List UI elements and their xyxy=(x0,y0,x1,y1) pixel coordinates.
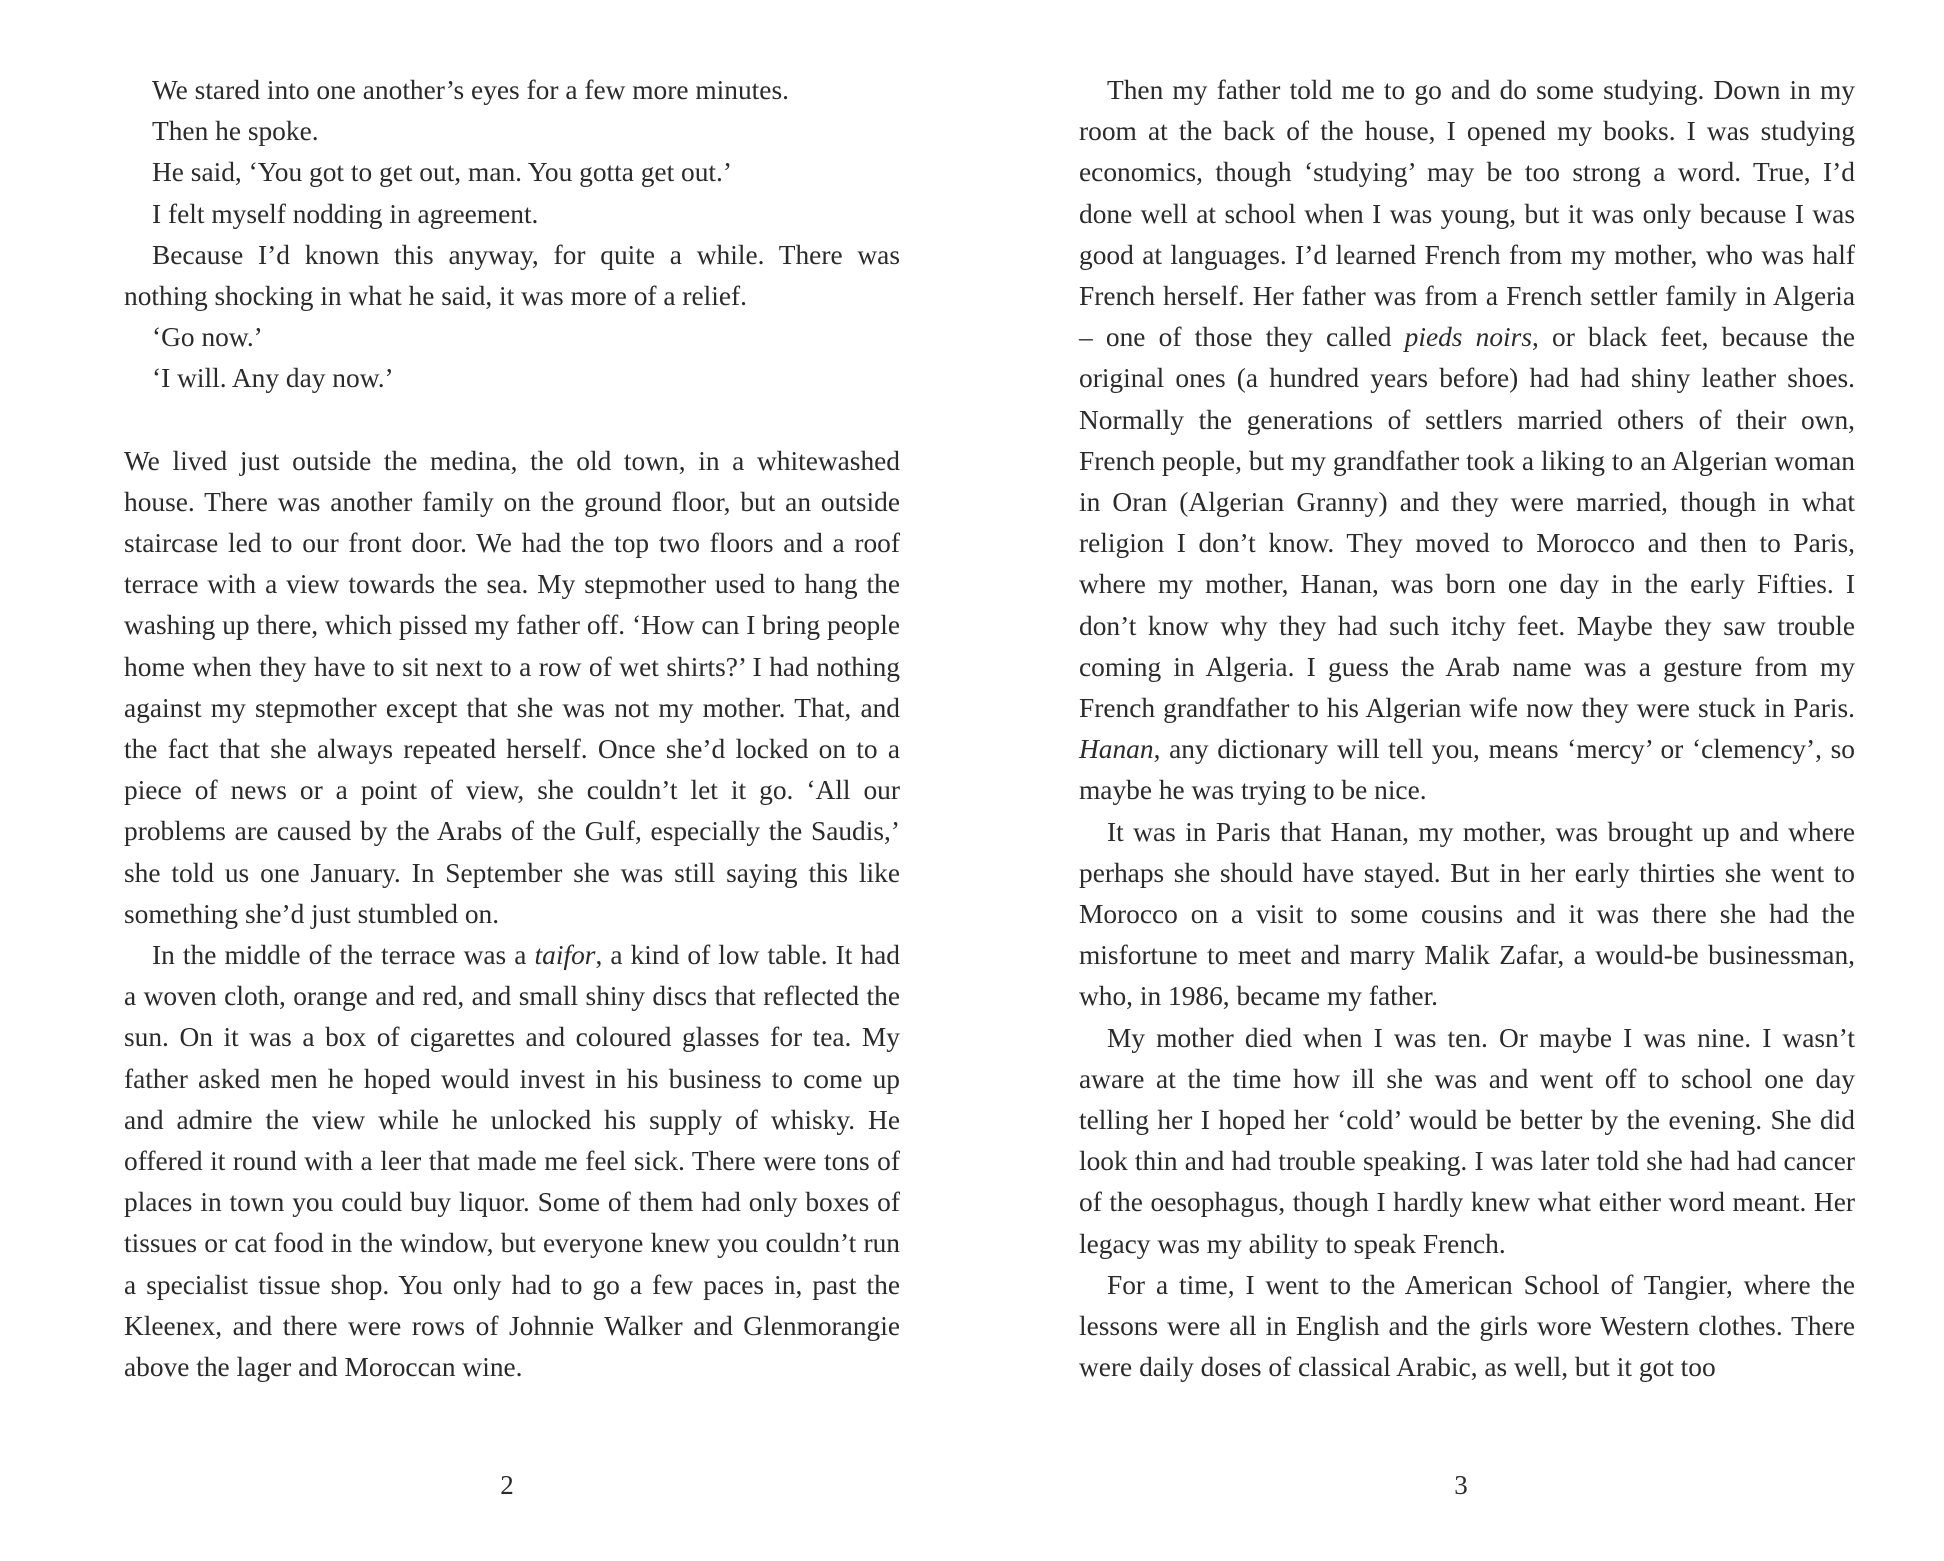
paragraph: Because I’d known this anyway, for quite a while. There was nothing shocking in what he said, it was more of a relief. xyxy=(124,239,900,312)
paragraph: ‘I will. Any day now.’ xyxy=(152,363,394,394)
paragraph: Then he spoke. xyxy=(152,116,319,147)
paragraph: We stared into one another’s eyes for a few more minutes. xyxy=(152,75,789,105)
paragraph xyxy=(1079,70,1855,812)
italic-term: Hanan xyxy=(1079,734,1154,765)
paragraph: He said, ‘You got to get out, man. You gotta get out.’ xyxy=(152,157,733,188)
italic-term: taifor xyxy=(534,940,596,971)
paragraph: I felt myself nodding in agreement. xyxy=(152,198,539,229)
right-page xyxy=(1079,70,1855,1389)
italic-term: pieds noirs xyxy=(1404,322,1532,353)
text-run: In the middle of the terrace was a xyxy=(152,940,535,971)
page-number-left: 2 xyxy=(500,1470,514,1500)
text-run: , or black feet, because the original ones (a hundred years before) had had shiny leather shoes. Normally the generations of settlers married others of their own, French people, but my grandfather took a liking to an Algerian woman in Oran (Algerian Granny) and they were married, though in what religion I don’t know. They moved to Morocco and then to Paris, where my mother, Hanan, was born one day in the early Fifties. I don’t know why they had such itchy feet. Maybe they saw trouble coming in Algeria. I guess the Arab name was a gesture from my French grandfather to his Algerian wife now they were stuck in Paris. xyxy=(1079,322,1856,724)
paragraph: ‘Go now.’ xyxy=(152,322,263,353)
paragraph: For a time, I went to the American School of Tangier, where the lessons were all in English and the girls wore Western clothes. There were daily doses of classical Arabic, as well, but it got too xyxy=(1079,1269,1855,1383)
paragraph: My mother died when I was ten. Or maybe I was nine. I wasn’t aware at the time how ill she was and went off to school one day telling her I hoped her ‘cold’ would be better by the evening. She did look thin and had trouble speaking. I was later told she had had cancer of the oesophagus, though I hardly knew what either word meant. Her legacy was my ability to speak French. xyxy=(1079,1022,1855,1259)
paragraph xyxy=(124,935,900,1388)
left-page xyxy=(124,70,900,1388)
text-run: , any dictionary will tell you, means ‘mercy’ or ‘clemency’, so maybe he was trying to be nice. xyxy=(1079,734,1855,806)
text-run: Then my father told me to go and do some studying. Down in my room at the back of the house, I opened my books. I was studying economics, though ‘studying’ may be too strong a word. True, I’d done well at school when I was young, but it was only because I was good at languages. I’d learned French from my mother, who was half French herself. Her father was from a French settler family in Algeria – one of those they called xyxy=(1079,75,1855,353)
paragraph: We lived just outside the medina, the old town, in a whitewashed house. There was another family on the ground floor, but an outside staircase led to our front door. We had the top two floors and a roof terrace with a view towards the sea. My stepmother used to hang the washing up there, which pissed my father off. ‘How can I bring people home when they have to sit next to a row of wet shirts?’ I had nothing against my stepmother except that she was not my mother. That, and the fact that she always repeated herself. Once she’d locked on to a piece of news or a point of view, she couldn’t let it go. ‘All our problems are caused by the Arabs of the Gulf, especially the Saudis,’ she told us one January. In September she was still saying this like something she’d just stumbled on. xyxy=(124,445,900,929)
page-number-right: 3 xyxy=(1454,1470,1468,1500)
text-run: , a kind of low table. It had a woven cloth, orange and red, and small shiny discs that reflected the sun. On it was a box of cigarettes and coloured glasses for tea. My father asked men he hoped would invest in his business to come up and admire the view while he unlocked his supply of whisky. He offered it round with a leer that made me feel sick. There were tons of places in town you could buy liquor. Some of them had only boxes of tissues or cat food in the window, but everyone knew you couldn’t run a specialist tissue shop. You only had to go a few paces in, past the Kleenex, and there were rows of Johnnie Walker and Glenmorangie above the lager and Moroccan wine. xyxy=(124,940,900,1383)
paragraph: It was in Paris that Hanan, my mother, was brought up and where perhaps she should have stayed. But in her early thirties she went to Morocco on a visit to some cousins and it was there she had the misfortune to meet and marry Malik Zafar, a would-be businessman, who, in 1986, became my father. xyxy=(1079,816,1855,1012)
